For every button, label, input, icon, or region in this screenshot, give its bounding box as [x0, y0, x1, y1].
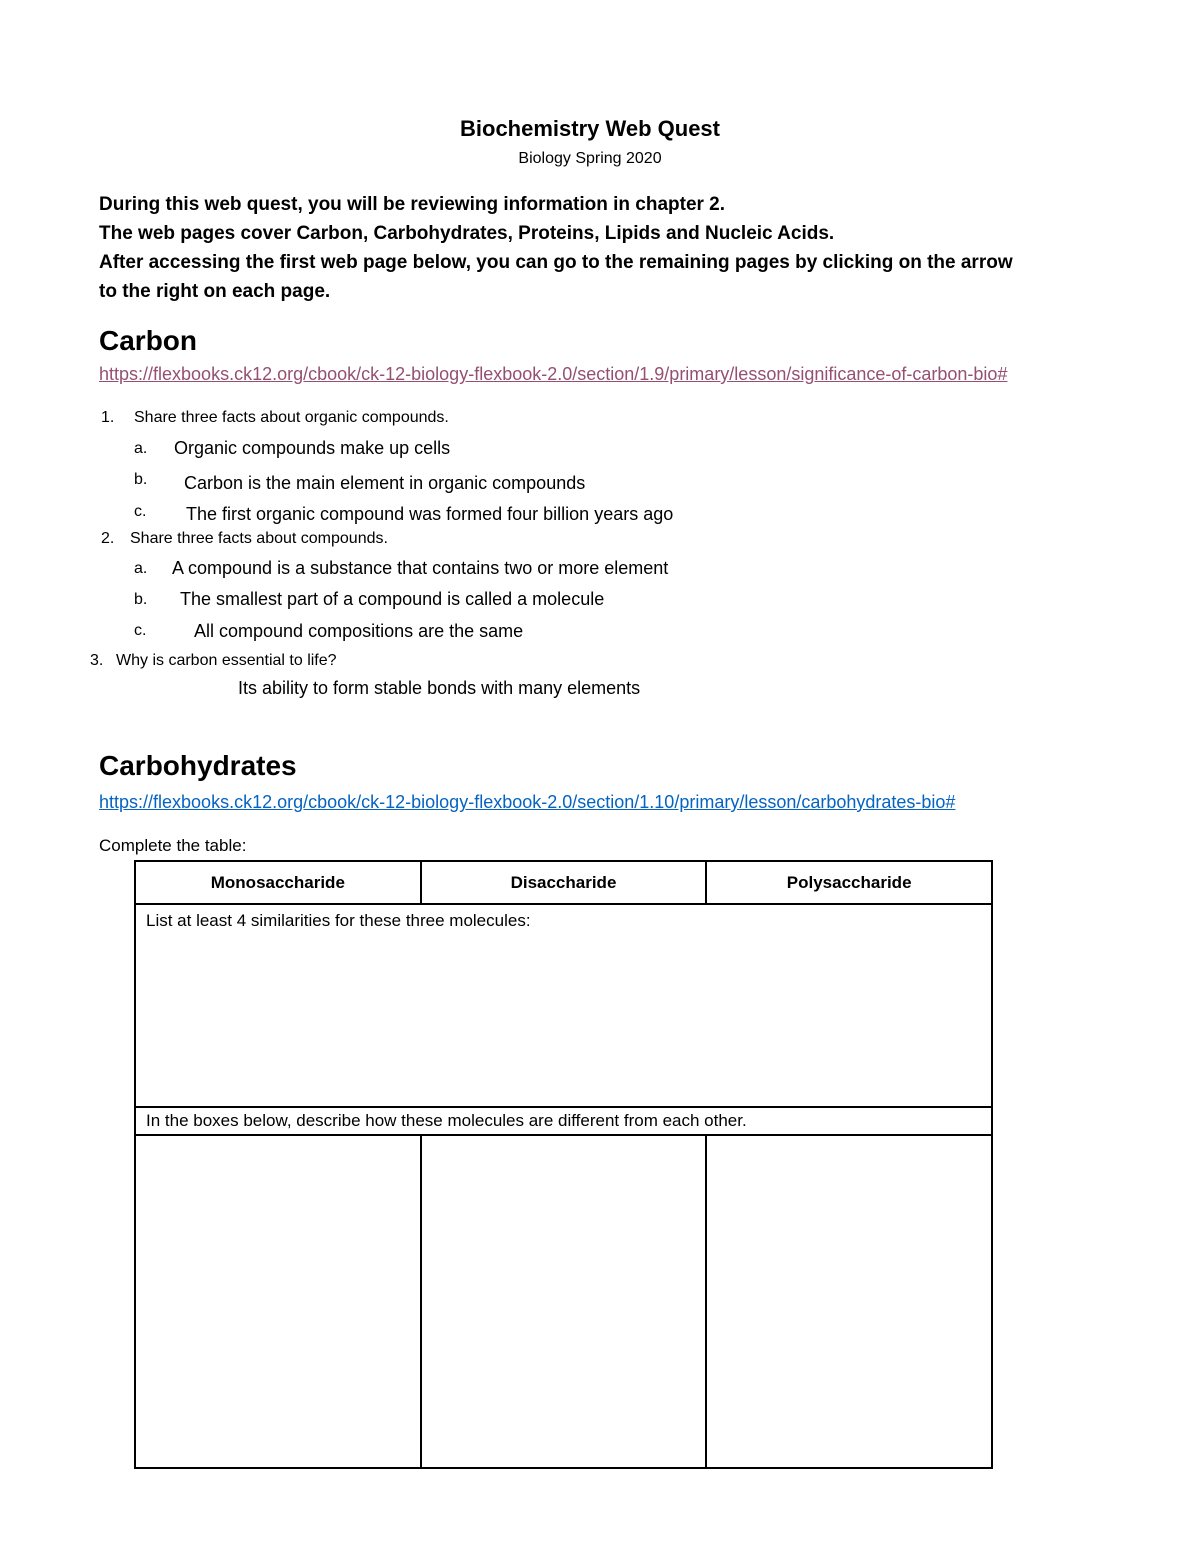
intro-line: After accessing the first web page below, you can go to the remaining pages by clicking on the arrow — [99, 252, 1013, 273]
intro-line: to the right on each page. — [99, 281, 331, 302]
answer-text: Organic compounds make up cells — [174, 438, 451, 458]
carbon-heading: Carbon — [99, 325, 197, 356]
question-text: Why is carbon essential to life? — [116, 652, 337, 669]
intro-line: During this web quest, you will be reviewing information in chapter 2. — [99, 194, 726, 215]
carbon-link[interactable]: https://flexbooks.ck12.org/cbook/ck-12-biology-flexbook-2.0/section/1.9/primary/lesson/significance-of-carbon-bio# — [99, 364, 1008, 384]
table-label: Complete the table: — [99, 836, 247, 855]
carbohydrates-link[interactable]: https://flexbooks.ck12.org/cbook/ck-12-biology-flexbook-2.0/section/1.10/primary/lesson/carbohydrates-bio# — [99, 792, 956, 812]
table-header-polysaccharide: Polysaccharide — [706, 861, 992, 904]
differences-prompt: In the boxes below, describe how these molecules are different from each other. — [146, 1111, 747, 1130]
answer-letter: a. — [134, 560, 148, 577]
answer-text: Its ability to form stable bonds with many elements — [238, 678, 641, 698]
answer-text: Carbon is the main element in organic compounds — [184, 473, 586, 493]
page-title: Biochemistry Web Quest — [460, 116, 720, 141]
similarities-cell[interactable] — [135, 904, 992, 1107]
question-text: Share three facts about compounds. — [130, 530, 388, 547]
monosaccharide-difference-box[interactable] — [135, 1135, 421, 1468]
polysaccharide-difference-box[interactable] — [706, 1135, 992, 1468]
carbohydrates-heading: Carbohydrates — [99, 750, 297, 781]
disaccharide-difference-box[interactable] — [421, 1135, 707, 1468]
table-header-disaccharide: Disaccharide — [421, 861, 707, 904]
answer-text: A compound is a substance that contains two or more element — [172, 558, 669, 578]
question-number: 1. — [101, 409, 115, 426]
answer-letter: a. — [134, 440, 148, 457]
answer-text: The smallest part of a compound is called a molecule — [180, 589, 605, 609]
answer-letter: c. — [134, 503, 147, 520]
answer-letter: c. — [134, 622, 147, 639]
answer-letter: b. — [134, 471, 148, 488]
question-number: 3. — [90, 652, 104, 669]
intro-line: The web pages cover Carbon, Carbohydrates, Proteins, Lipids and Nucleic Acids. — [99, 223, 835, 244]
similarities-prompt: List at least 4 similarities for these three molecules: — [146, 911, 531, 930]
page-subtitle: Biology Spring 2020 — [518, 150, 662, 167]
answer-text: The first organic compound was formed four billion years ago — [186, 504, 674, 524]
answer-letter: b. — [134, 591, 148, 608]
question-number: 2. — [101, 530, 115, 547]
answer-text: All compound compositions are the same — [194, 621, 524, 641]
carbohydrates-table — [134, 860, 993, 1469]
question-text: Share three facts about organic compounds. — [134, 409, 449, 426]
table-header-monosaccharide: Monosaccharide — [135, 861, 421, 904]
differences-prompt-cell — [135, 1107, 992, 1135]
